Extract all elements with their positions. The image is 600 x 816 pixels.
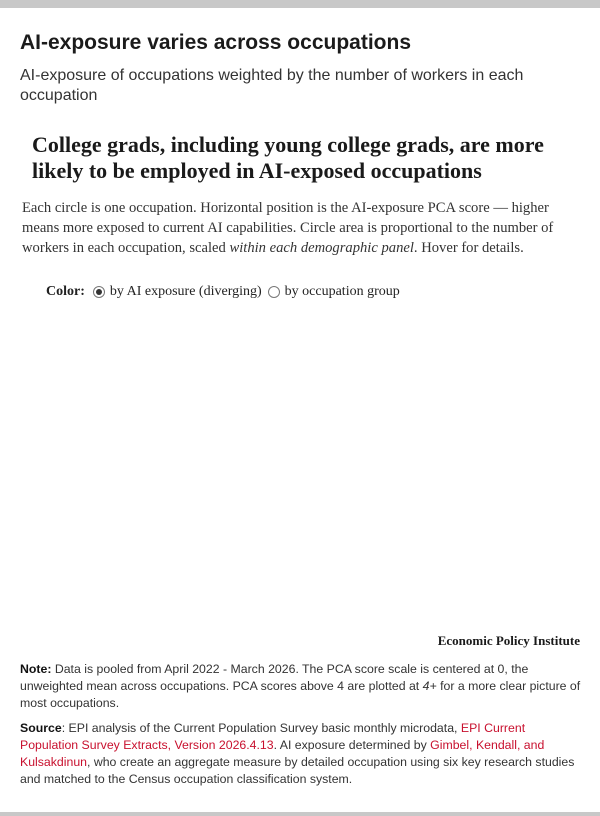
cps-extracts-link[interactable]: EPI Current Population Survey Extracts, Version 2026.4.13: [20, 721, 526, 752]
top-border: [0, 0, 600, 8]
chart-description: [22, 198, 582, 258]
radio-ai-exposure-label: by AI exposure (diverging): [109, 284, 262, 299]
desc-part-2: . Hover for details.: [413, 240, 524, 256]
radio-occupation-group-label: by occupation group: [284, 284, 400, 299]
radio-occupation-group[interactable]: [268, 284, 400, 300]
note-text-2: for a more clear picture of most occupations.: [20, 679, 581, 710]
header: [20, 30, 580, 106]
bottom-border: [0, 812, 600, 816]
note-paragraph: [20, 661, 585, 712]
source-text-3: , who create an aggregate measure by detailed occupation using six key research studies and matched to the Census occupation classification system.: [20, 755, 575, 786]
page-title: AI-exposure varies across occupations: [20, 31, 411, 54]
source-paragraph: [20, 720, 585, 788]
org-credit: Economic Policy Institute: [437, 633, 580, 648]
note-italic: 4+: [422, 679, 437, 693]
radio-ai-exposure[interactable]: [93, 284, 262, 300]
color-controls: [46, 284, 406, 300]
desc-emphasis: within each demographic panel: [229, 240, 414, 256]
radio-unselected-icon[interactable]: [268, 286, 280, 298]
chart-title: College grads, including young college grads, are more likely to be employed in AI-exposed occupations: [32, 132, 544, 183]
desc-part-1: Each circle is one occupation. Horizontal position is the AI-exposure PCA score — higher means more exposed to current AI capabilities. Circle area is proportional to the number of workers in each occupation, scaled: [22, 200, 554, 256]
note-label: Note:: [20, 662, 52, 676]
notes-section: [20, 661, 585, 796]
embedded-chart: [22, 132, 572, 258]
radio-selected-icon[interactable]: [93, 286, 105, 298]
note-text-1: Data is pooled from April 2022 - March 2026. The PCA score scale is centered at 0, the unweighted mean across occupations. PCA scores above 4 are plotted at: [20, 662, 529, 693]
color-label: Color:: [46, 284, 85, 299]
chart-canvas: [32, 312, 572, 622]
gimbel-link[interactable]: Gimbel, Kendall, and Kulsakdinun: [20, 738, 545, 769]
source-label: Source: [20, 721, 62, 735]
source-text-2: . AI exposure determined by: [273, 738, 431, 752]
source-text-1: : EPI analysis of the Current Population Survey basic monthly microdata,: [61, 721, 461, 735]
page-subtitle: AI-exposure of occupations weighted by the number of workers in each occupation: [20, 67, 524, 104]
